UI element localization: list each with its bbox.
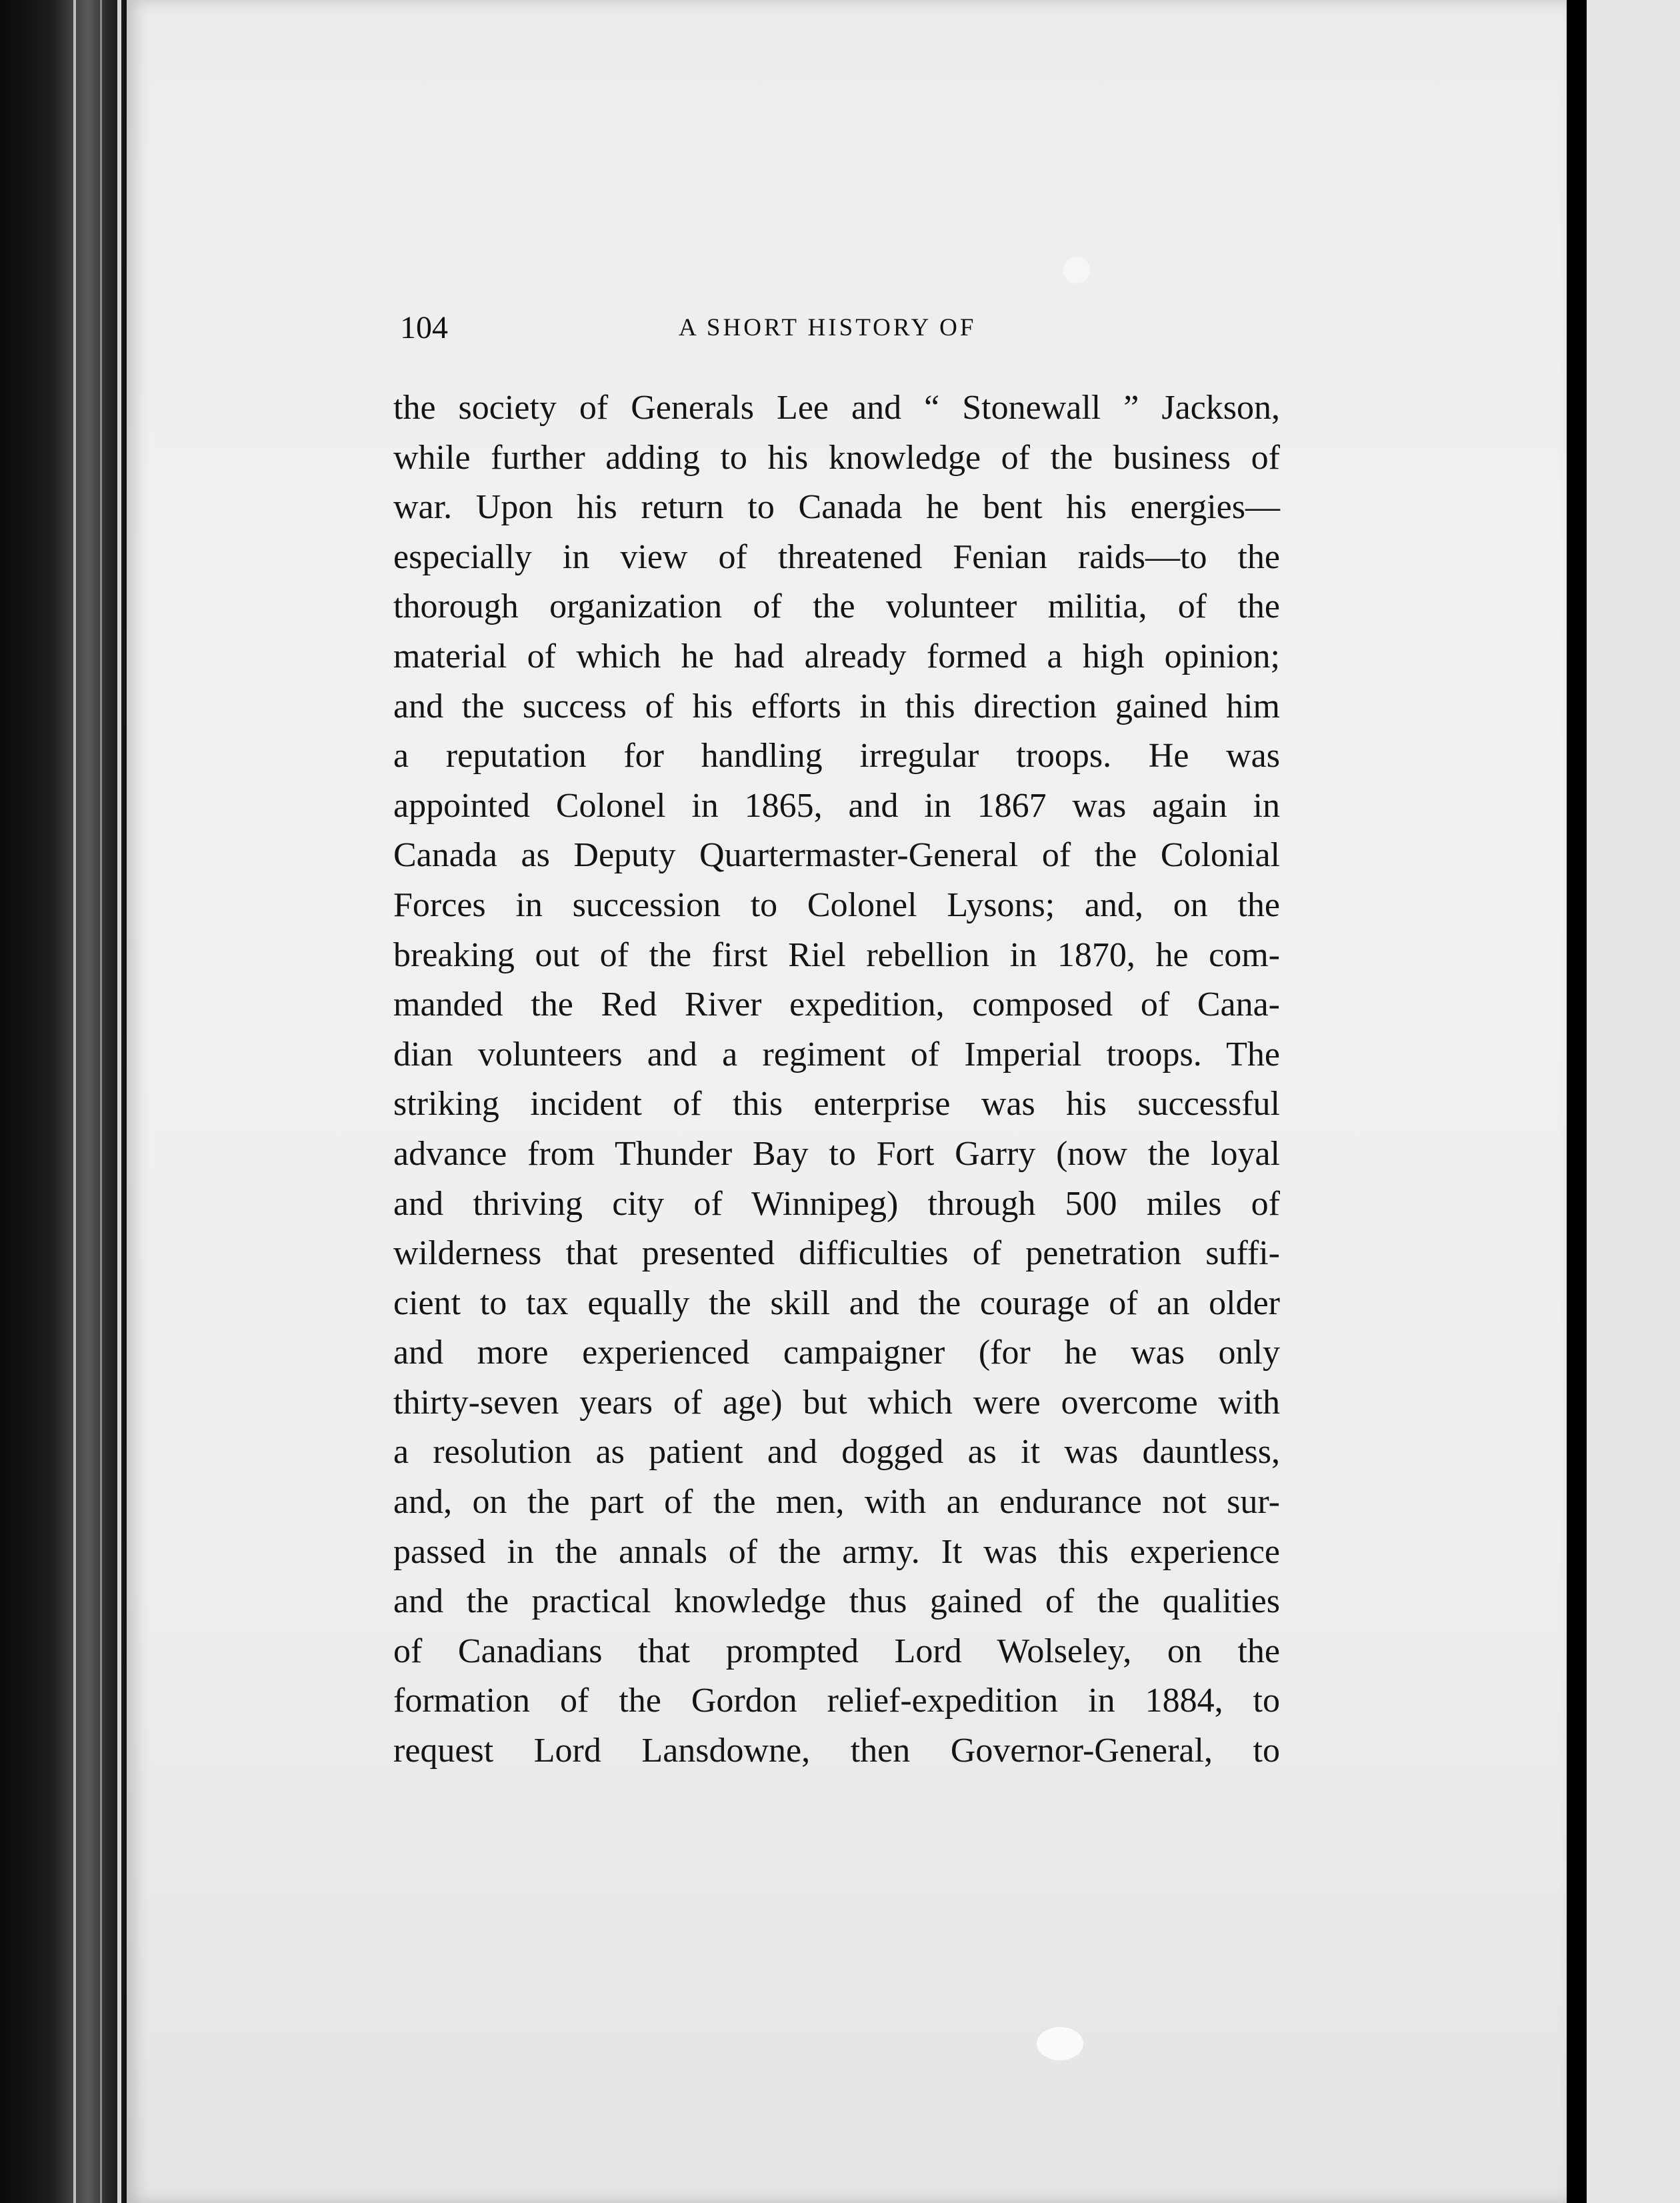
text-line: thirty-seven years of age) but which were overcome with [393, 1383, 1280, 1422]
text-line: material of which he had already formed a high opinion; [393, 637, 1280, 675]
text-line: request Lord Lansdowne, then Governor-General, to [393, 1732, 1280, 1770]
text-line: passed in the annals of the army. It was this experience [393, 1532, 1280, 1571]
page-header [400, 308, 1280, 348]
text-line: manded the Red River expedition, composed of Cana- [393, 985, 1280, 1024]
text-line: formation of the Gordon relief-expedition in 1884, to [393, 1682, 1280, 1720]
running-head: A SHORT HISTORY OF [679, 314, 977, 341]
adjacent-page-edge [1587, 0, 1680, 2203]
paper-blemish [1063, 257, 1090, 283]
text-line: especially in view of threatened Fenian raids—to the [393, 537, 1280, 576]
book-spine [0, 0, 127, 2203]
spine-edge-line [117, 0, 121, 2203]
text-line: and thriving city of Winnipeg) through 500 miles of [393, 1184, 1280, 1223]
spine-edge-line [100, 0, 102, 2203]
text-line: and more experienced campaigner (for he was only [393, 1334, 1280, 1372]
text-line: cient to tax equally the skill and the courage of an older [393, 1284, 1280, 1322]
text-line: and the success of his efforts in this direction gained him [393, 687, 1280, 725]
text-line: and the practical knowledge thus gained of the qualities [393, 1582, 1280, 1621]
text-line: and, on the part of the men, with an endurance not sur- [393, 1483, 1280, 1522]
text-line: the society of Generals Lee and “ Stonewall ” Jackson, [393, 389, 1280, 427]
text-line: while further adding to his knowledge of the business of [393, 438, 1280, 477]
text-line: Canada as Deputy Quartermaster-General of the Colonial [393, 836, 1280, 875]
text-line: breaking out of the first Riel rebellion in 1870, he com- [393, 935, 1280, 974]
text-line: dian volunteers and a regiment of Imperial troops. The [393, 1035, 1280, 1073]
text-line: Forces in succession to Colonel Lysons; and, on the [393, 885, 1280, 924]
text-line: wilderness that presented difficulties of penetration suffi- [393, 1234, 1280, 1273]
text-line: of Canadians that prompted Lord Wolseley, on the [393, 1632, 1280, 1670]
text-line: a reputation for handling irregular troops. He was [393, 737, 1280, 775]
page-number: 104 [400, 310, 448, 345]
text-line: thorough organization of the volunteer militia, of the [393, 587, 1280, 626]
paper-blemish [1037, 2027, 1083, 2060]
text-line: striking incident of this enterprise was his successful [393, 1085, 1280, 1124]
body-text [393, 383, 1280, 1776]
text-line: appointed Colonel in 1865, and in 1867 was again in [393, 786, 1280, 825]
spine-edge-line [73, 0, 76, 2203]
text-line: war. Upon his return to Canada he bent his energies— [393, 488, 1280, 527]
text-line: advance from Thunder Bay to Fort Garry (now the loyal [393, 1134, 1280, 1173]
page-gutter [1567, 0, 1587, 2203]
text-line: a resolution as patient and dogged as it was dauntless, [393, 1433, 1280, 1472]
